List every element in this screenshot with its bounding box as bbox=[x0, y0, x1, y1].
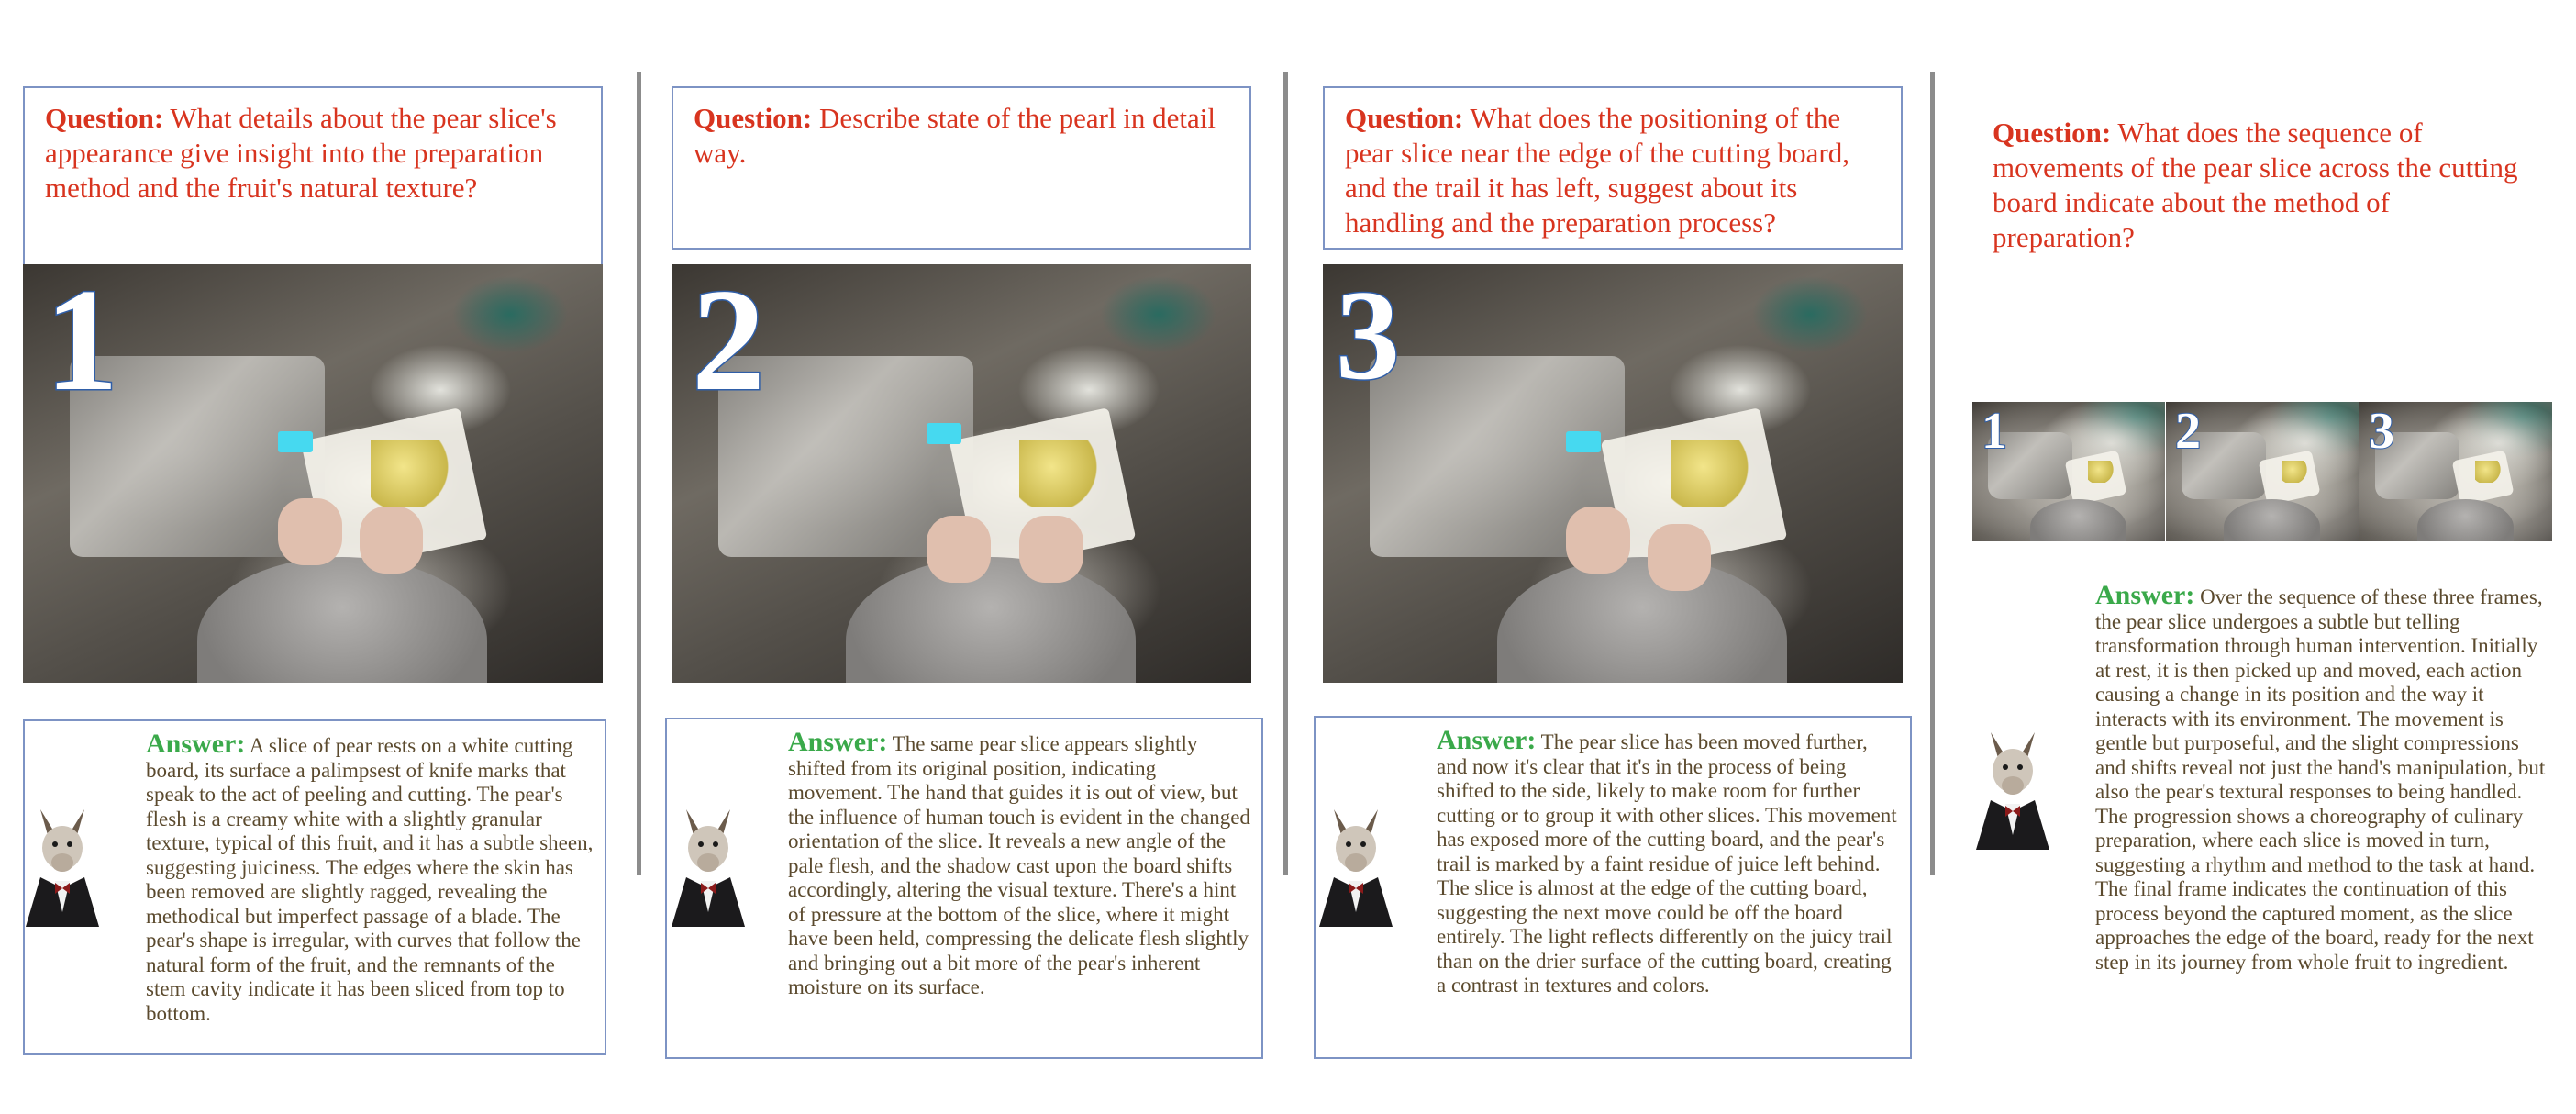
question-label: Question: bbox=[1993, 117, 2112, 149]
llama-in-tuxedo-avatar-icon bbox=[13, 802, 112, 927]
answer-label: Answer: bbox=[1437, 725, 1537, 755]
strip-frame-2 bbox=[2166, 402, 2359, 541]
llama-in-tuxedo-avatar-icon bbox=[659, 802, 758, 927]
question-box-2 bbox=[672, 86, 1251, 250]
llama-in-tuxedo-avatar-icon bbox=[1306, 802, 1405, 927]
question-box-4 bbox=[1972, 103, 2552, 268]
answer-text: The same pear slice appears slightly shifted from its original position, indicating movement. The hand that guides it is out of view, but the influence of human touch is evident in the changed orientation of the slice. It reveals a new angle of the pale flesh, and the shadow cast upon the board shifts accordingly, altering the visual texture. There's a hint of pressure at the bottom of the slice, where it might have been held, compressing the delicate flesh slightly and bringing out a bit more of the pear's inherent moisture on its surface. bbox=[788, 732, 1250, 998]
question-text: Describe state of the pearl in detail way. bbox=[694, 102, 1216, 169]
question-label: Question: bbox=[45, 102, 164, 134]
answer-label: Answer: bbox=[788, 727, 888, 757]
strip-frame-1 bbox=[1972, 402, 2165, 541]
answer-text: Over the sequence of these three frames, the pear slice undergoes a subtle but telling transformation through human intervention. Initially at rest, it is then picked up and moved, each action causing a change in its position and the way it interacts with its environment. The movement is gentle but purposeful, and the slight compressions and shifts reveal not just the hand's manipulation, but also the pear's textural responses to being handled. The progression shows a choreography of culinary preparation, where each slice is moved in turn, suggesting a rhythm and method to the task at hand. The final frame indicates the continuation of this process beyond the captured moment, as the slice approaches the edge of the board, ready for the next step in its journey from whole fruit to ingredient. bbox=[2095, 585, 2546, 974]
strip-frame-number-2: 2 bbox=[2175, 403, 2201, 460]
panel-divider-3 bbox=[1930, 72, 1935, 875]
video-frame-3 bbox=[1323, 264, 1903, 683]
question-label: Question: bbox=[694, 102, 813, 134]
frame-number-3: 3 bbox=[1336, 264, 1400, 407]
llama-in-tuxedo-avatar-icon bbox=[1963, 725, 2062, 850]
frame-number-1: 1 bbox=[45, 264, 118, 421]
strip-frame-3 bbox=[2359, 402, 2552, 541]
panel-divider-2 bbox=[1283, 72, 1288, 875]
strip-frame-number-1: 1 bbox=[1982, 403, 2007, 460]
strip-frame-number-3: 3 bbox=[2369, 403, 2394, 460]
question-box-1 bbox=[23, 86, 603, 284]
frame-strip bbox=[1972, 402, 2552, 541]
answer-text: A slice of pear rests on a white cutting board, its surface a palimpsest of knife marks that speak to the act of peeling and cutting. The pear's flesh is a creamy white with a slightly granular texture, typical of this fruit, and it has a subtle sheen, suggesting juiciness. The edges where the skin has been removed are slightly ragged, revealing the methodical but imperfect passage of a blade. The pear's shape is irregular, with curves that follow the natural form of the fruit, and the remnants of the stem cavity indicate it has been sliced from top to bottom. bbox=[146, 734, 594, 1025]
answer-label: Answer: bbox=[146, 729, 246, 759]
frame-number-2: 2 bbox=[692, 264, 765, 421]
question-text: What does the sequence of movements of the pear slice across the cutting board indicate about the method of preparation? bbox=[1993, 117, 2518, 253]
answer-text: The pear slice has been moved further, and now it's clear that it's in the process of being shifted to the side, likely to make room for further cutting or to group it with other slices. This movement has exposed more of the cutting board, and the pear's trail is marked by a faint residue of juice left behind. The slice is almost at the edge of the cutting board, suggesting the next move could be off the board entirely. The light reflects differently on the juicy trail than on the drier surface of the cutting board, creating a contrast in textures and colors. bbox=[1437, 730, 1897, 997]
question-box-3 bbox=[1323, 86, 1903, 250]
answer-label: Answer: bbox=[2095, 580, 2195, 610]
question-text: What details about the pear slice's appearance give insight into the preparation method and the fruit's natural texture? bbox=[45, 102, 557, 204]
panel-divider-1 bbox=[637, 72, 641, 875]
question-text: What does the positioning of the pear slice near the edge of the cutting board, and the trail it has left, suggest about its handling and the preparation process? bbox=[1345, 102, 1850, 239]
question-label: Question: bbox=[1345, 102, 1464, 134]
video-frame-2 bbox=[672, 264, 1251, 683]
video-frame-1 bbox=[23, 264, 603, 683]
